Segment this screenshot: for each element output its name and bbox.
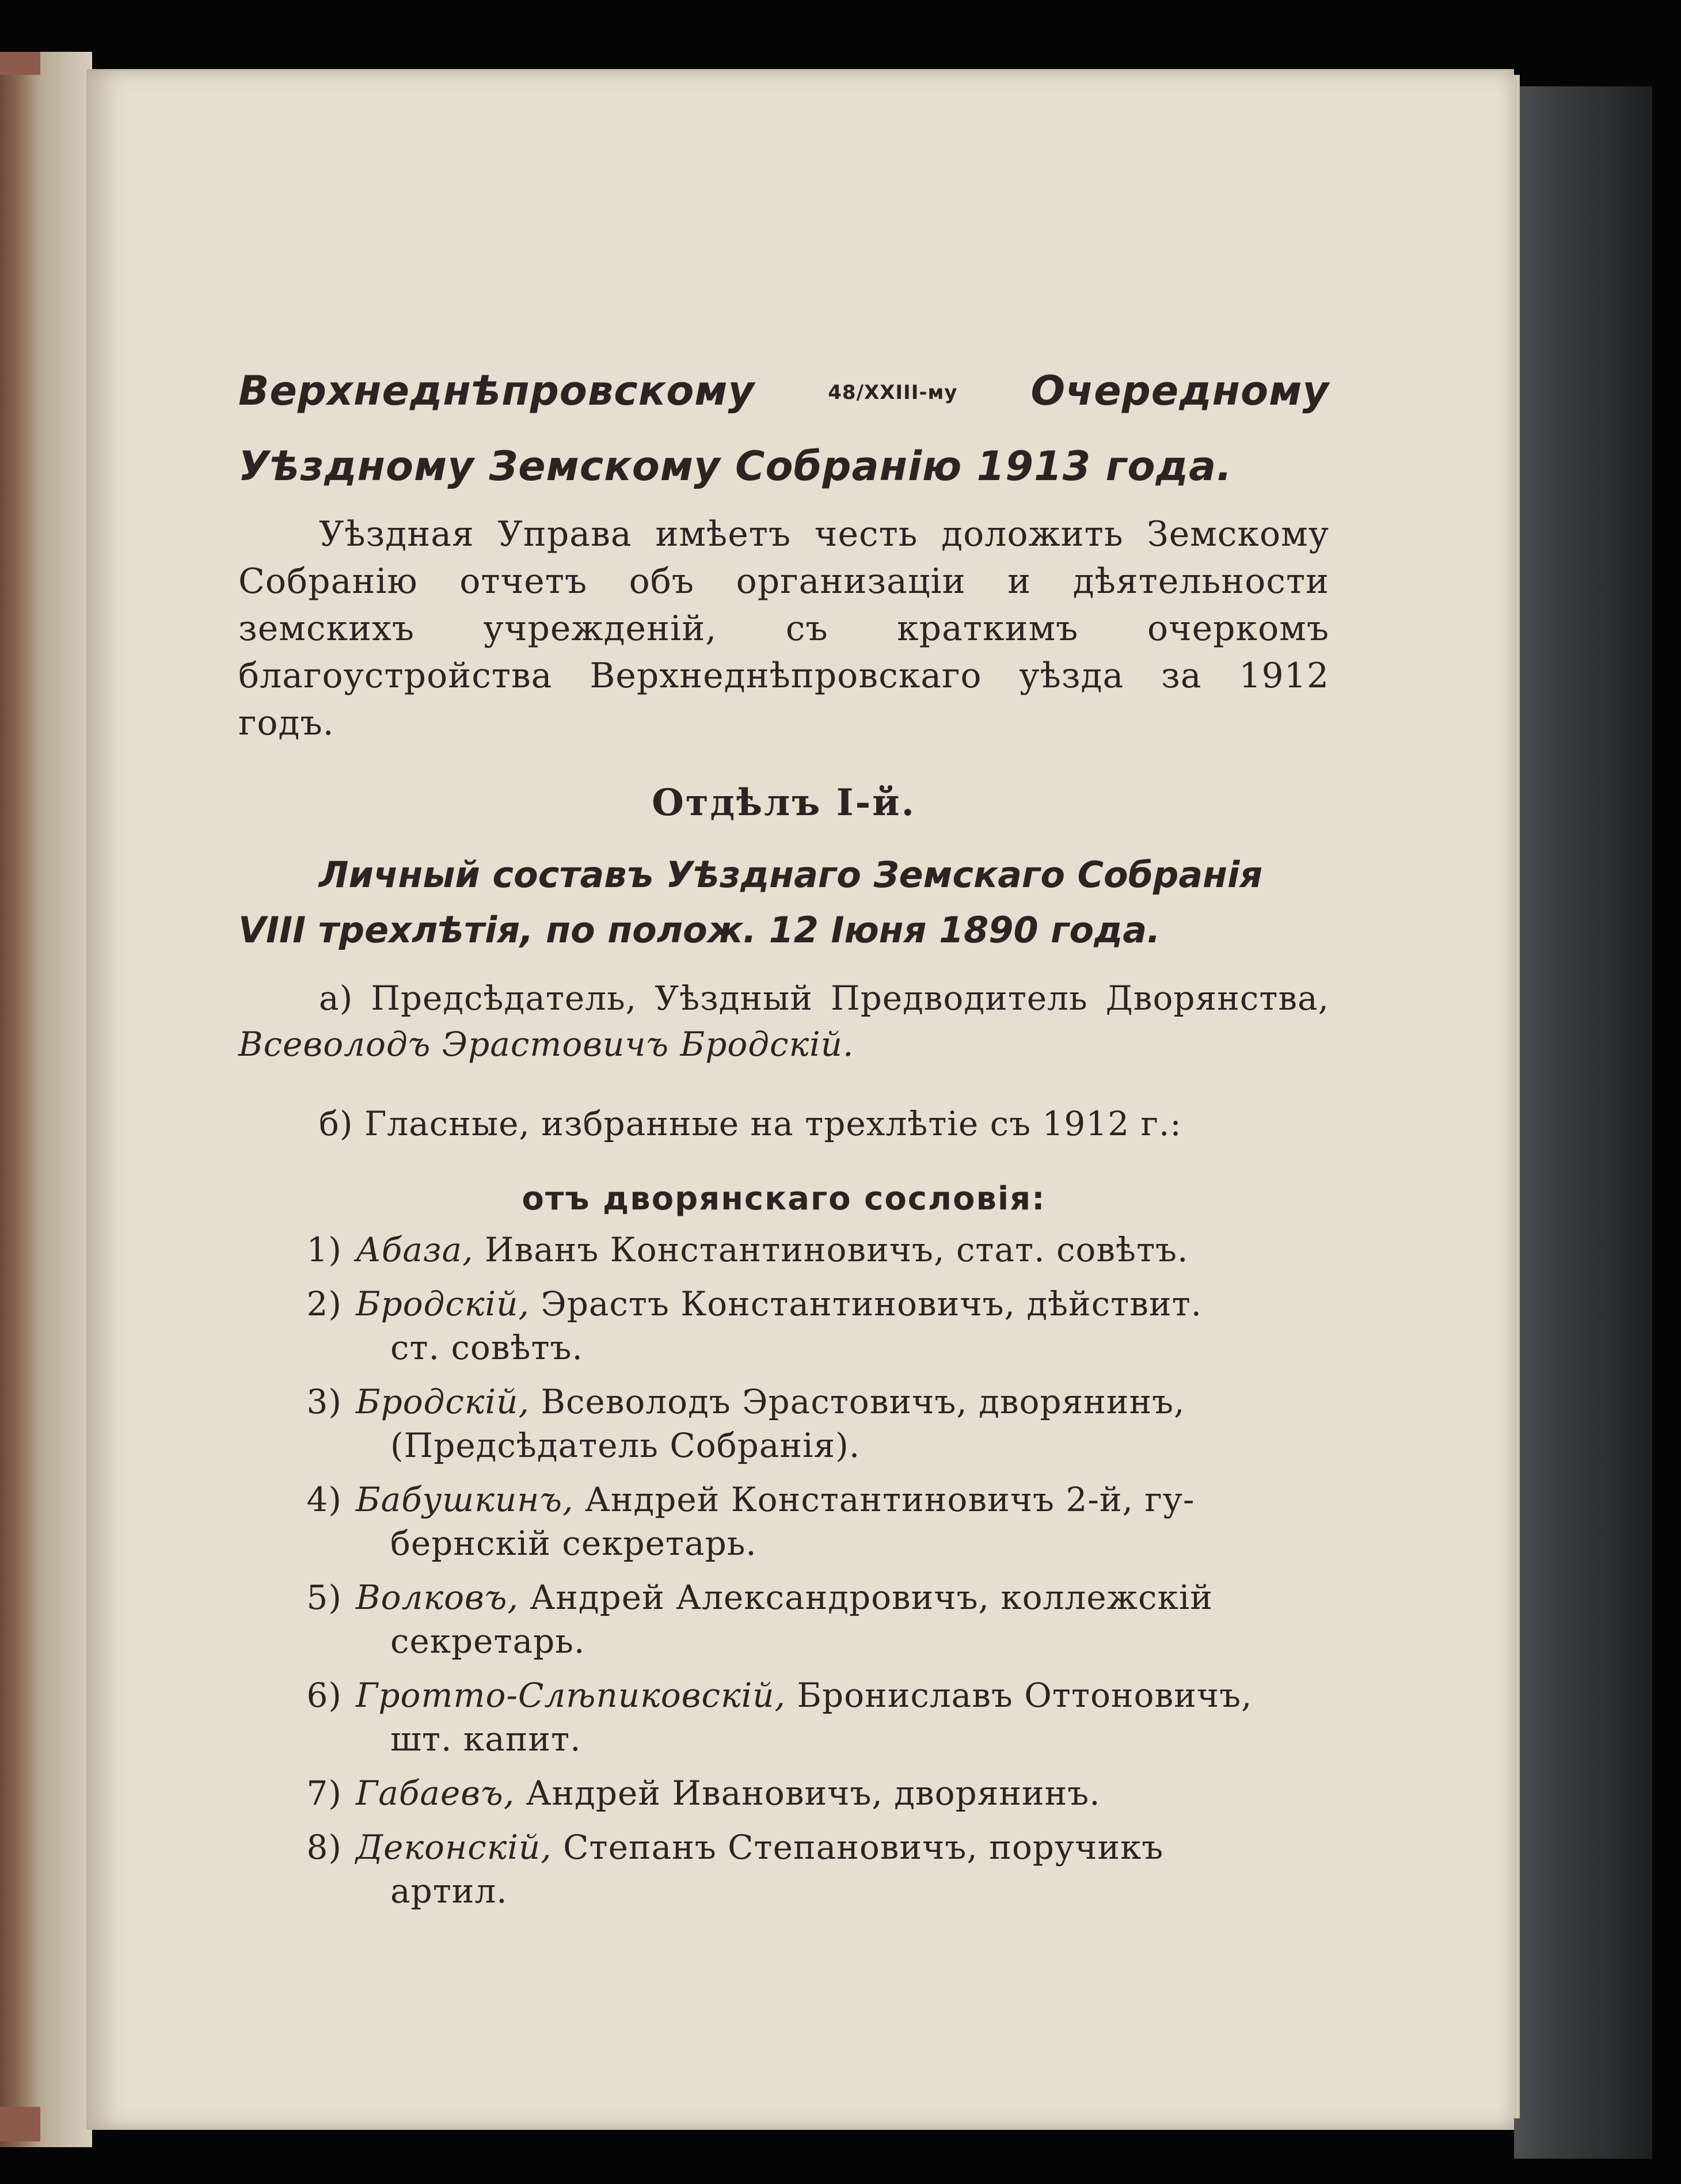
list-item-number: 7) <box>306 1774 342 1813</box>
member-details: Степанъ Степановичъ, поручикъ <box>552 1828 1164 1867</box>
member-surname: Бродскій, <box>356 1382 530 1421</box>
list-item-text <box>356 1771 1329 1815</box>
list-item-text <box>356 1380 1329 1467</box>
member-surname: Гротто-Слѣпиковскій, <box>356 1676 786 1715</box>
chairman-paragraph <box>238 975 1329 1067</box>
list-item <box>238 1825 1329 1913</box>
heading-number <box>828 357 957 432</box>
heading-line-2: Уѣздному Земскому Собранію 1913 года. <box>238 443 1233 490</box>
member-surname: Бродскій, <box>356 1284 530 1323</box>
list-item-number: 8) <box>306 1828 342 1867</box>
member-details-continued: бернскій секретарь. <box>390 1524 757 1563</box>
list-item-number: 6) <box>306 1676 342 1715</box>
estate-heading: отъ дворянскаго сословія: <box>522 1180 1046 1217</box>
list-item-text <box>356 1478 1329 1565</box>
members-list <box>238 1228 1329 1913</box>
member-surname: Абаза, <box>356 1230 474 1269</box>
left-page-edge <box>0 52 92 2147</box>
heading-word-district: Верхнеднѣпровскому <box>238 367 755 414</box>
member-details: Андрей Ивановичъ, дворянинъ. <box>515 1774 1101 1813</box>
list-item-text <box>356 1576 1329 1663</box>
member-surname: Деконскій, <box>356 1828 552 1867</box>
elected-paragraph: б) Гласные, избранные на трехлѣтіе съ 1912 г.: <box>319 1104 1182 1143</box>
book-page <box>86 69 1514 2130</box>
member-surname: Волковъ, <box>356 1578 519 1617</box>
list-item-text <box>356 1673 1329 1761</box>
member-details: Брониславъ Оттоновичъ, <box>785 1676 1253 1715</box>
list-item-number: 4) <box>306 1480 342 1519</box>
list-item-number: 1) <box>306 1230 342 1269</box>
member-surname: Габаевъ, <box>356 1774 515 1813</box>
heading-number-sup: 48 <box>828 381 857 404</box>
member-details-continued: шт. капит. <box>390 1719 581 1759</box>
member-details: Иванъ Константиновичъ, стат. совѣтъ. <box>473 1230 1189 1269</box>
section-subtitle <box>238 847 1329 958</box>
list-item <box>238 1282 1329 1369</box>
member-details: Всеволодъ Эрастовичъ, дворянинъ, <box>529 1382 1185 1421</box>
member-details-continued: артил. <box>390 1871 508 1911</box>
list-item <box>238 1673 1329 1761</box>
subtitle-line-2: VIII трехлѣтія, по полож. 12 Іюня 1890 года. <box>238 909 1161 951</box>
list-item <box>238 1228 1329 1272</box>
intro-paragraph: Уѣздная Управа имѣетъ честь доложить Земскому Собранію отчетъ объ организаціи и дѣятельности земскихъ учрежденій, съ краткимъ очеркомъ благоустройства Верхнеднѣпровскаго уѣзда за 1912 годъ. <box>238 514 1329 743</box>
list-item-text <box>356 1228 1329 1272</box>
heading-word-regular: Очередному <box>1030 367 1329 414</box>
left-cover-corner-top <box>0 52 40 75</box>
book-cover-right <box>1514 86 1652 2159</box>
page-content <box>238 357 1329 1913</box>
list-item-number: 5) <box>306 1578 342 1617</box>
section-title: Отдѣлъ I-й. <box>652 781 916 824</box>
member-details: Эрастъ Константиновичъ, дѣйствит. <box>529 1284 1203 1323</box>
heading-number-roman: /XXIII-му <box>856 381 958 404</box>
list-item-number: 3) <box>306 1382 342 1421</box>
list-item-number: 2) <box>306 1284 342 1323</box>
member-surname: Бабушкинъ, <box>356 1480 574 1519</box>
list-item-text <box>356 1282 1329 1369</box>
left-cover-corner-bottom <box>0 2107 40 2141</box>
member-details-continued: ст. совѣтъ. <box>390 1328 583 1367</box>
chairman-text: а) Предсѣдатель, Уѣздный Предводитель Дворянства, <box>319 979 1329 1018</box>
chairman-name: Всеволодъ Эрастовичъ Бродскій. <box>238 1025 854 1064</box>
list-item <box>238 1380 1329 1467</box>
heading-line-1 <box>238 357 1329 432</box>
subtitle-line-1: Личный составъ Уѣзднаго Земскаго Собранія <box>319 854 1263 896</box>
member-details-continued: (Предсѣдатель Собранія). <box>390 1426 861 1465</box>
member-details-continued: секретарь. <box>390 1622 585 1661</box>
report-heading <box>238 357 1329 500</box>
list-item-text <box>356 1825 1329 1913</box>
list-item <box>238 1478 1329 1565</box>
list-item <box>238 1771 1329 1815</box>
member-details: Андрей Константиновичъ 2-й, гу- <box>573 1480 1195 1519</box>
member-details: Андрей Александровичъ, коллежскій <box>518 1578 1213 1617</box>
list-item <box>238 1576 1329 1663</box>
